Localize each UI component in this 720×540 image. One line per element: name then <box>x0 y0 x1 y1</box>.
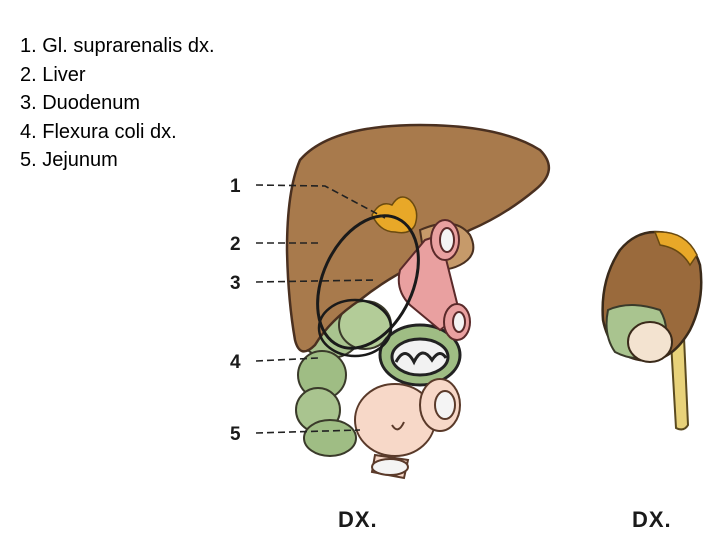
legend-item-duodenum: 3. Duodenum <box>20 92 141 114</box>
label-number-3: 3 <box>230 273 241 294</box>
label-number-1: 1 <box>230 176 241 197</box>
legend-item-suprarenal: 1. Gl. suprarenalis dx. <box>20 35 215 57</box>
label-number-2: 2 <box>230 234 241 255</box>
side-label-left: DX. <box>338 507 378 532</box>
legend-item-liver: 2. Liver <box>20 63 86 86</box>
right-kidney <box>603 232 702 430</box>
legend-item-flexura-coli: 4. Flexura coli dx. <box>20 120 177 143</box>
label-number-5: 5 <box>230 424 241 445</box>
legend-item-jejunum: 5. Jejunum <box>20 149 118 171</box>
jejunum <box>355 379 460 478</box>
liver <box>287 125 549 351</box>
label-number-4: 4 <box>230 352 241 373</box>
side-label-right: DX. <box>632 507 672 532</box>
